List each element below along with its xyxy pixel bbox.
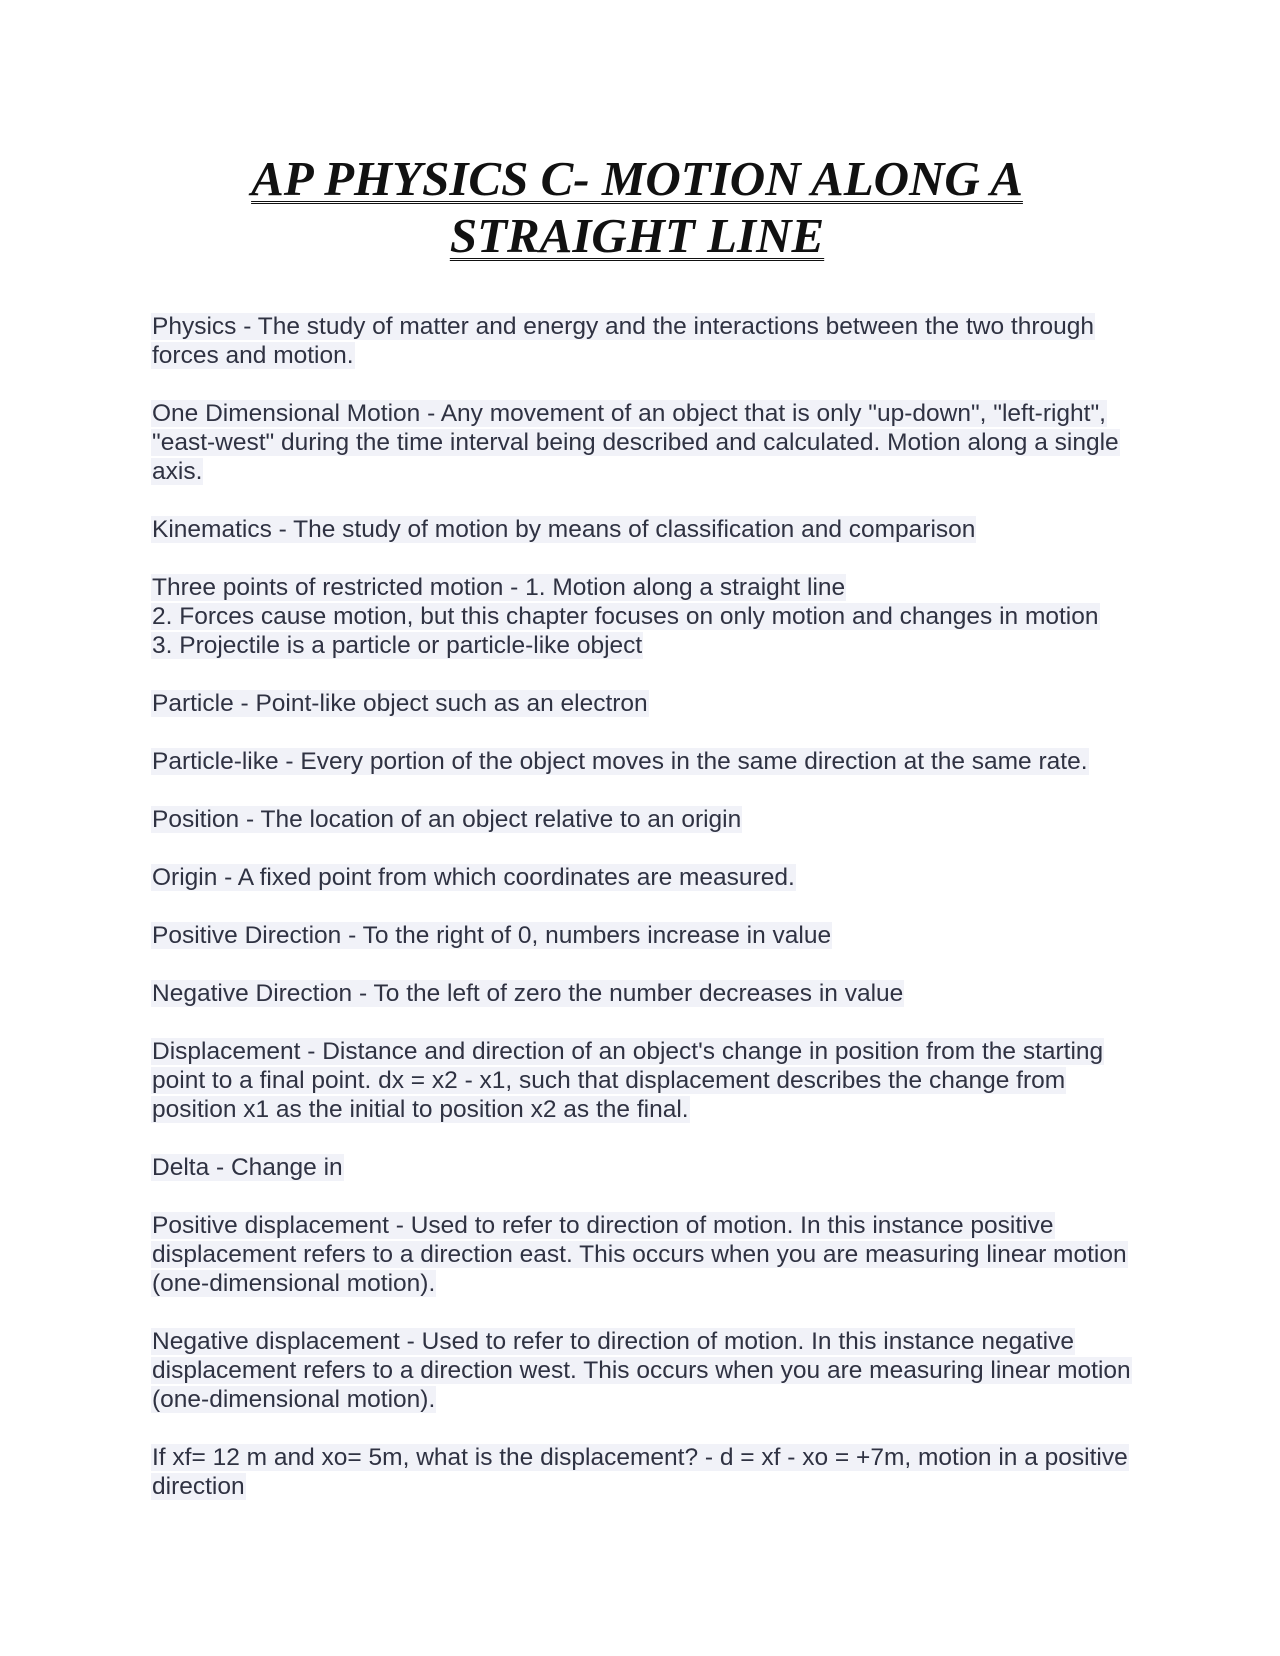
- entry-text: Negative Direction - To the left of zero the number decreases in value: [152, 980, 904, 1007]
- entry-text: Particle-like - Every portion of the object moves in the same direction at the same rate.: [152, 748, 1088, 775]
- title-line-1: AP PHYSICS C- MOTION ALONG A: [251, 151, 1023, 206]
- entry-displacement-example: [151, 1443, 1141, 1501]
- entry-line: [151, 602, 1141, 631]
- entry-text: Origin - A fixed point from which coordinates are measured.: [152, 864, 795, 891]
- entry-positive-direction: [151, 921, 1141, 950]
- entry-text: If xf= 12 m and xo= 5m, what is the displacement? - d = xf - xo = +7m, motion in a positive direction: [152, 1444, 1128, 1500]
- entry-restricted-motion: [151, 573, 1141, 660]
- entry-text: Three points of restricted motion - 1. Motion along a straight line: [152, 574, 846, 601]
- entry-text: Negative displacement - Used to refer to direction of motion. In this instance negative displacement refers to a direction west. This occurs when you are measuring linear motion (one-dimensional motion).: [152, 1328, 1131, 1413]
- entry-line: [151, 631, 1141, 660]
- entry-text: 3. Projectile is a particle or particle-like object: [152, 632, 643, 659]
- entry-position: [151, 805, 1141, 834]
- entry-origin: [151, 863, 1141, 892]
- flashcard-list: [151, 312, 1141, 1530]
- page-title: [150, 150, 1124, 264]
- entry-displacement: [151, 1037, 1141, 1124]
- entry-negative-displacement: [151, 1327, 1141, 1414]
- entry-one-dimensional-motion: [151, 399, 1141, 486]
- entry-delta: [151, 1153, 1141, 1182]
- entry-negative-direction: [151, 979, 1141, 1008]
- entry-text: One Dimensional Motion - Any movement of an object that is only "up-down", "left-right", "east-west" during the time interval being described and calculated. Motion along a single axis.: [152, 400, 1119, 485]
- entry-text: Positive displacement - Used to refer to direction of motion. In this instance positive displacement refers to a direction east. This occurs when you are measuring linear motion (one-dimensional motion).: [152, 1212, 1127, 1297]
- entry-physics: [151, 312, 1141, 370]
- entry-particle: [151, 689, 1141, 718]
- entry-text: Position - The location of an object relative to an origin: [152, 806, 742, 833]
- entry-text: Delta - Change in: [152, 1154, 343, 1181]
- entry-positive-displacement: [151, 1211, 1141, 1298]
- entry-text: Particle - Point-like object such as an electron: [152, 690, 648, 717]
- entry-text: Kinematics - The study of motion by means of classification and comparison: [152, 516, 976, 543]
- entry-particle-like: [151, 747, 1141, 776]
- entry-text: Physics - The study of matter and energy and the interactions between the two through forces and motion.: [152, 313, 1094, 369]
- entry-text: Positive Direction - To the right of 0, numbers increase in value: [152, 922, 832, 949]
- entry-line: [151, 573, 1141, 602]
- entry-text: 2. Forces cause motion, but this chapter focuses on only motion and changes in motion: [152, 603, 1099, 630]
- entry-text: Displacement - Distance and direction of an object's change in position from the starting point to a final point. dx = x2 - x1, such that displacement describes the change from position x1 as the initial to position x2 as the final.: [152, 1038, 1104, 1123]
- entry-kinematics: [151, 515, 1141, 544]
- title-line-2: STRAIGHT LINE: [449, 208, 825, 263]
